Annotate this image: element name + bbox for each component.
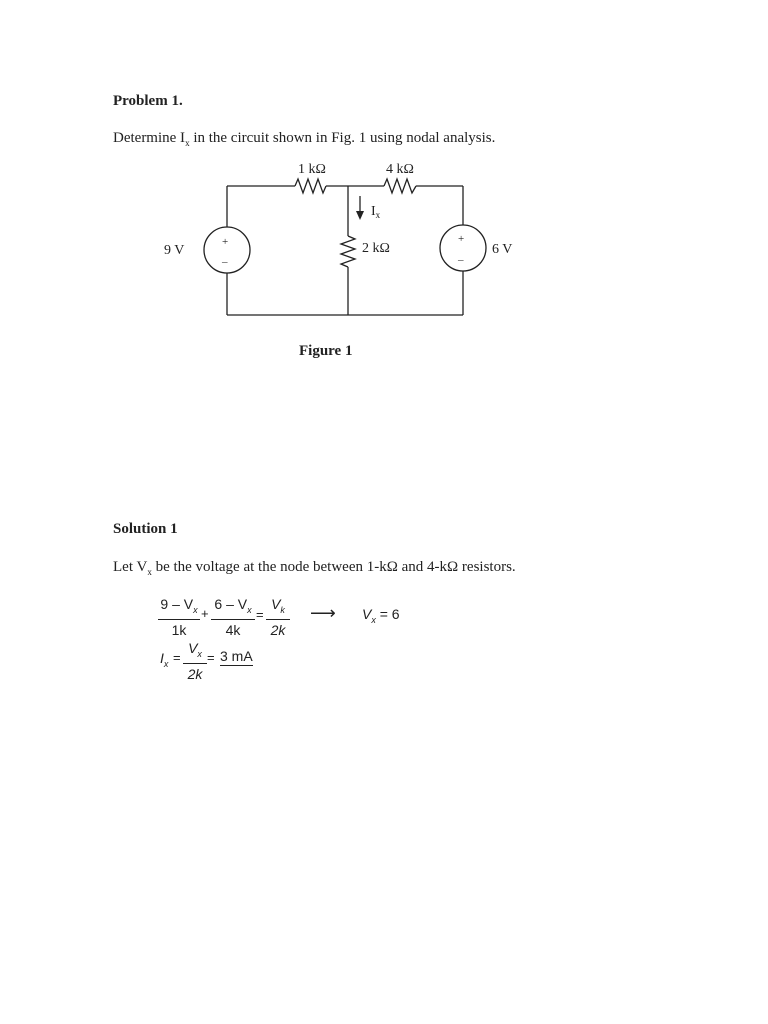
solution-subscript: x xyxy=(147,567,152,577)
statement-text-b: in the circuit shown in Fig. 1 using nodal analysis. xyxy=(189,130,496,146)
plus-right: + xyxy=(458,233,465,245)
eq1-result xyxy=(362,606,400,625)
label-ix-main: I xyxy=(371,204,376,219)
eq1-equals: = xyxy=(256,607,264,622)
eq2-lhs-var: I xyxy=(160,650,164,666)
eq1-term3-num: V xyxy=(271,596,281,612)
figure-caption: Figure 1 xyxy=(299,343,353,359)
statement-text-a: Determine I xyxy=(113,130,186,146)
eq2-equals: = xyxy=(173,650,181,665)
label-6v: 6 V xyxy=(492,242,513,257)
eq1-term1 xyxy=(158,596,200,638)
eq2-fraction xyxy=(183,640,207,682)
plus-left: + xyxy=(222,236,229,248)
solution-text-b: be the voltage at the node between 1-kΩ and 4-kΩ resistors. xyxy=(151,559,516,575)
eq1-term1-num: 9 – V xyxy=(160,596,194,612)
minus-left: – xyxy=(222,256,228,268)
eq1-result-sub: x xyxy=(371,614,376,625)
eq1-result-var: V xyxy=(362,606,372,622)
label-ix xyxy=(371,204,381,220)
resistor-1k xyxy=(295,179,326,193)
eq1-result-val: = 6 xyxy=(375,606,400,622)
eq2-den: 2k xyxy=(187,665,203,682)
resistor-2k xyxy=(341,236,355,267)
solution-heading: Solution 1 xyxy=(113,521,178,537)
eq1-term3 xyxy=(266,596,290,638)
eq1-term3-num-sub: k xyxy=(280,604,285,615)
solution-text-a: Let V xyxy=(113,559,148,575)
eq1-term2-num: 6 – V xyxy=(214,596,248,612)
label-r2: 4 kΩ xyxy=(386,162,414,177)
statement-subscript: x xyxy=(185,138,190,148)
eq2-equals-2: = xyxy=(207,650,215,665)
eq2-num-sub: x xyxy=(197,648,202,659)
label-ix-sub: x xyxy=(375,210,381,220)
eq1-term2-den: 4k xyxy=(225,621,241,638)
current-arrow-head xyxy=(356,211,364,220)
circuit-diagram xyxy=(0,0,768,340)
solution-statement xyxy=(113,559,516,577)
eq1-term1-den: 1k xyxy=(171,621,187,638)
label-9v: 9 V xyxy=(164,243,185,258)
eq2-num: V xyxy=(188,640,198,656)
label-r1: 1 kΩ xyxy=(298,162,326,177)
eq1-term2 xyxy=(211,596,255,638)
eq2-result: 3 mA xyxy=(220,648,253,664)
eq1-plus: + xyxy=(201,606,209,621)
eq2-lhs xyxy=(160,650,168,669)
eq1-term3-den: 2k xyxy=(270,621,286,638)
eq1-term1-num-sub: x xyxy=(193,604,198,615)
resistor-4k xyxy=(384,179,416,193)
eq2-lhs-sub: x xyxy=(163,658,169,669)
problem-heading: Problem 1. xyxy=(113,93,183,109)
eq1-arrow: ⟶ xyxy=(310,603,336,623)
minus-right: – xyxy=(458,254,464,266)
label-r3: 2 kΩ xyxy=(362,241,390,256)
eq1-term2-num-sub: x xyxy=(247,604,252,615)
